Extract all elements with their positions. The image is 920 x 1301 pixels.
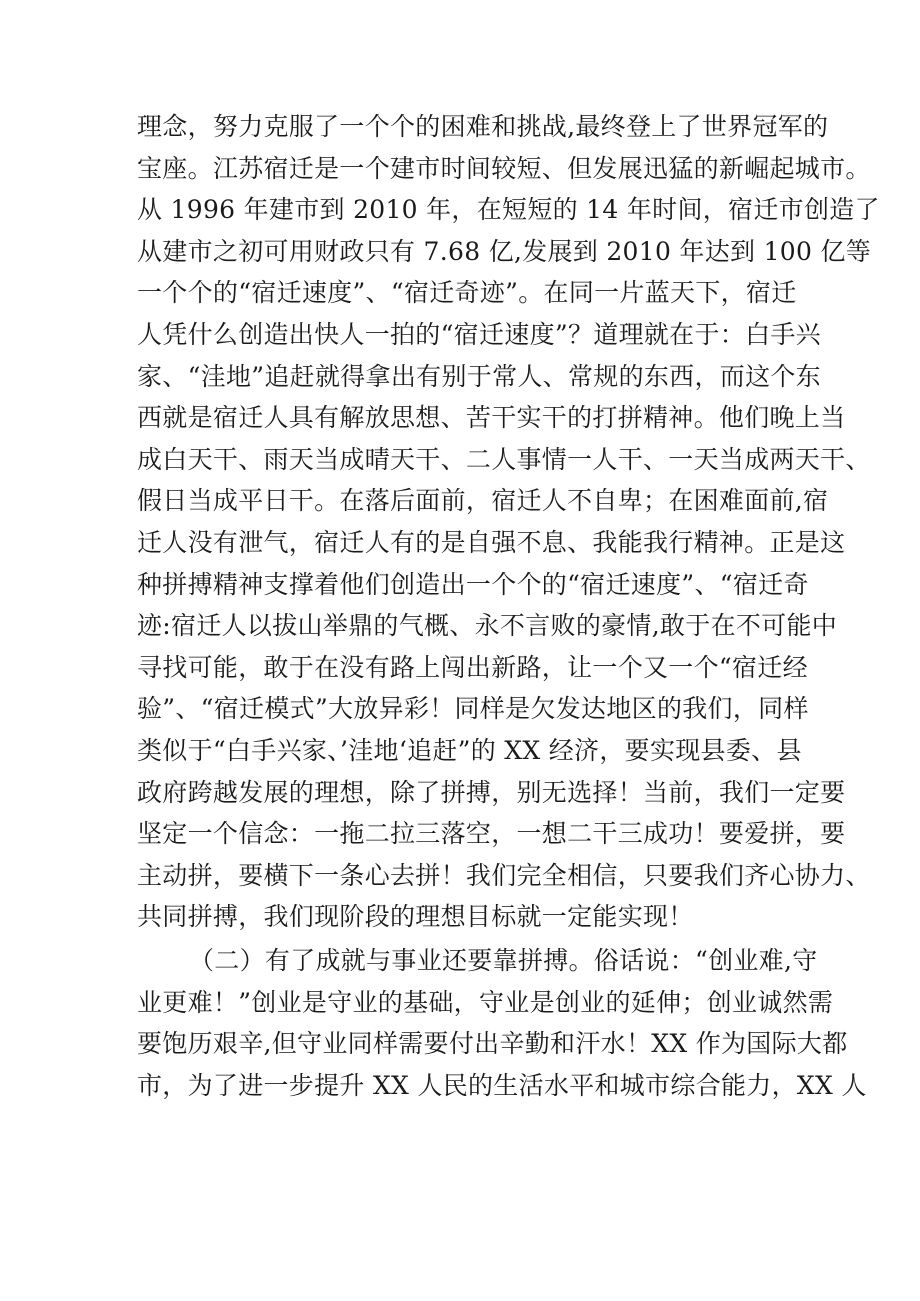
text-line: 假日当成平日干。在落后面前，宿迁人不自卑；在困难面前,宿 bbox=[137, 486, 829, 516]
text-line: 验”、“宿迁模式”大放异彩！同样是欠发达地区的我们，同样 bbox=[137, 694, 809, 724]
text-line: 西就是宿迁人具有解放思想、苦干实干的打拼精神。他们晚上当 bbox=[137, 403, 846, 433]
text-line: 要饱历艰辛,但守业同样需要付出辛勤和汗水！XX 作为国际大都 bbox=[137, 1029, 848, 1059]
text-line: 主动拼，要横下一条心去拼！我们完全相信，只要我们齐心协力、 bbox=[137, 860, 871, 890]
text-line: 种拼搏精神支撑着他们创造出一个个的“宿迁速度”、“宿迁奇 bbox=[137, 569, 809, 599]
text-line: 迁人没有泄气，宿迁人有的是自强不息、我能我行精神。正是这 bbox=[137, 527, 846, 557]
text-line: （二）有了成就与事业还要靠拼搏。俗话说：“创业难,守 bbox=[189, 946, 818, 975]
text-line: 寻找可能，敢于在没有路上闯出新路，让一个又一个“宿迁经 bbox=[137, 652, 808, 682]
text-line: 家、“洼地”追赶就得拿出有别于常人、常规的东西，而这个东 bbox=[137, 361, 821, 391]
text-line: 迹:宿迁人以拔山举鼎的气概、永不言败的豪情,敢于在不可能中 bbox=[137, 611, 838, 641]
text-line: 人凭什么创造出快人一拍的“宿迁速度”？道理就在于：白手兴 bbox=[137, 319, 821, 349]
text-line: 政府跨越发展的理想，除了拼搏，别无选择！当前，我们一定要 bbox=[137, 777, 846, 807]
text-line: 成白天干、雨天当成晴天干、二人事情一人干、一天当成两天干、 bbox=[137, 444, 871, 474]
text-line: 市，为了进一步提升 XX 人民的生活水平和城市综合能力，XX 人 bbox=[137, 1070, 867, 1100]
body-paragraph-1 bbox=[137, 106, 880, 938]
text-line: 类似于“白手兴家、’洼地‘追赶”的 XX 经济，要实现县委、县 bbox=[137, 735, 802, 765]
text-line: 从 1996 年建市到 2010 年，在短短的 14 年时间，宿迁市创造了 bbox=[137, 195, 880, 225]
text-line: 从建市之初可用财政只有 7.68 亿,发展到 2010 年达到 100 亿等 bbox=[137, 236, 872, 266]
text-line: 一个个的“宿迁速度”、“宿迁奇迹”。在同一片蓝天下，宿迁 bbox=[137, 278, 797, 308]
text-line: 理念，努力克服了一个个的困难和挑战,最终登上了世界冠军的 bbox=[137, 112, 829, 141]
text-line: 坚定一个信念：一拖二拉三落空，一想二干三成功！要爱拼，要 bbox=[137, 819, 846, 849]
text-line: 共同拼搏，我们现阶段的理想目标就一定能实现！ bbox=[137, 902, 694, 932]
body-paragraph-2 bbox=[137, 940, 867, 1106]
text-line: 业更难！”创业是守业的基础，守业是创业的延伸；创业诚然需 bbox=[137, 987, 834, 1017]
text-line: 宝座。江苏宿迁是一个建市时间较短、但发展迅猛的新崛起城市。 bbox=[137, 153, 871, 183]
